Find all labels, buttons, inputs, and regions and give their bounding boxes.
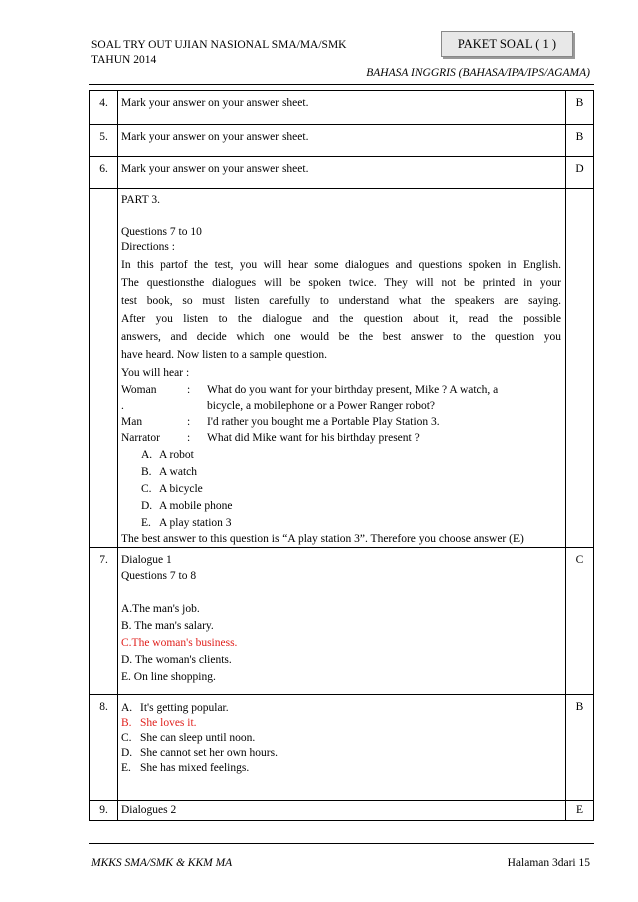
option: B. A watch [141, 465, 198, 478]
speaker-text: bicycle, a mobilephone or a Power Ranger robot? [207, 399, 436, 412]
row-answer: B [566, 695, 594, 801]
question-table [89, 90, 594, 821]
table-row [90, 801, 594, 821]
row-answer: B [566, 125, 594, 157]
narrator-line: Narrator : What did Mike want for his birthday present ? [121, 430, 561, 447]
subject-line: BAHASA INGGRIS (BAHASA/IPA/IPS/AGAMA) [366, 67, 590, 79]
directions-line: The questionsthe dialogues will be spoken twice. They will not be printed in your [121, 276, 561, 289]
best-answer-note: The best answer to this question is “A play station 3”. Therefore you choose answer (E) [121, 532, 524, 545]
table-row [90, 125, 594, 157]
option: E. She has mixed feelings. [121, 762, 250, 775]
speaker-text: I'd rather you bought me a Portable Play Station 3. [207, 415, 440, 428]
row-answer: C [566, 548, 594, 695]
row-number: 7. [90, 548, 118, 695]
speaker-text: What do you want for your birthday present, Mike ? A watch, a [207, 383, 499, 396]
row-text: Dialogues 2 [118, 801, 566, 821]
option: B. The man's salary. [121, 619, 214, 632]
option: A. It's getting popular. [121, 702, 229, 715]
footer-left: MKKS SMA/SMK & KKM MA [91, 857, 233, 869]
table-row [90, 157, 594, 189]
exam-year: TAHUN 2014 [91, 54, 157, 66]
row-number: 4. [90, 91, 118, 125]
option: E. A play station 3 [141, 516, 232, 529]
row-number: 8. [90, 695, 118, 801]
man-line: Man : I'd rather you bought me a Portable Play Station 3. [121, 415, 440, 428]
directions-line: answers, and decide which one would be the best answer to the question you [121, 330, 561, 343]
header-title [91, 38, 346, 68]
part3-questions: Questions 7 to 10 [121, 225, 202, 238]
you-will-hear: You will hear : [121, 366, 190, 379]
directions-line: test book, so must listen carefully to understand what the speakers are saying. [121, 294, 561, 307]
woman-line: Woman : What do you want for your birthday present, Mike ? A watch, a [121, 383, 499, 396]
directions-line: have heard. Now listen to a sample question. [121, 348, 327, 361]
row-answer: E [566, 801, 594, 821]
footer-rule [89, 843, 594, 844]
option: A. A robot [141, 448, 194, 461]
page-number: Halaman 3dari 15 [507, 857, 590, 869]
option-correct: B. She loves it. [121, 717, 197, 730]
option: D. The woman's clients. [121, 653, 232, 666]
row-answer: B [566, 91, 594, 125]
questions-range: Questions 7 to 8 [121, 569, 197, 582]
row-text: Mark your answer on your answer sheet. [118, 157, 566, 189]
option: E. On line shopping. [121, 670, 216, 683]
dialogue-title: Dialogue 1 [121, 554, 172, 567]
option: C. A bicycle [141, 482, 203, 495]
option: D. A mobile phone [141, 499, 233, 512]
row-number: 9. [90, 801, 118, 821]
speaker-label: Man [121, 415, 143, 428]
speaker-label: Narrator [121, 431, 160, 444]
header-rule [89, 84, 594, 85]
option: A.The man's job. [121, 602, 200, 615]
option: C. She can sleep until noon. [121, 732, 256, 745]
row-number: 6. [90, 157, 118, 189]
part3-title: PART 3. [121, 194, 160, 206]
directions-line: After you listen to the dialogue and the question about it, read the possible [121, 312, 561, 325]
table-row [90, 548, 594, 695]
speaker-label: Woman [121, 383, 157, 396]
exam-title: SOAL TRY OUT UJIAN NASIONAL SMA/MA/SMK [91, 39, 347, 51]
row-number: 5. [90, 125, 118, 157]
q8-cell [118, 695, 566, 801]
speaker-text: What did Mike want for his birthday present ? [207, 431, 420, 444]
row-text: Mark your answer on your answer sheet. [118, 91, 566, 125]
option-correct: C.The woman's business. [121, 636, 238, 649]
part3-directions: Directions : [121, 241, 175, 254]
directions-line: In this partof the test, you will hear some dialogues and questions spoken in English. [121, 258, 561, 271]
paket-soal-box: PAKET SOAL ( 1 ) [441, 31, 573, 57]
table-row [90, 189, 594, 548]
table-row [90, 695, 594, 801]
table-row [90, 91, 594, 125]
row-text: Mark your answer on your answer sheet. [118, 125, 566, 157]
part3-cell [118, 189, 566, 548]
row-answer: D [566, 157, 594, 189]
option: D. She cannot set her own hours. [121, 747, 278, 760]
q7-cell [118, 548, 566, 695]
woman-line-cont: . bicycle, a mobilephone or a Power Ranger robot? [121, 399, 436, 412]
